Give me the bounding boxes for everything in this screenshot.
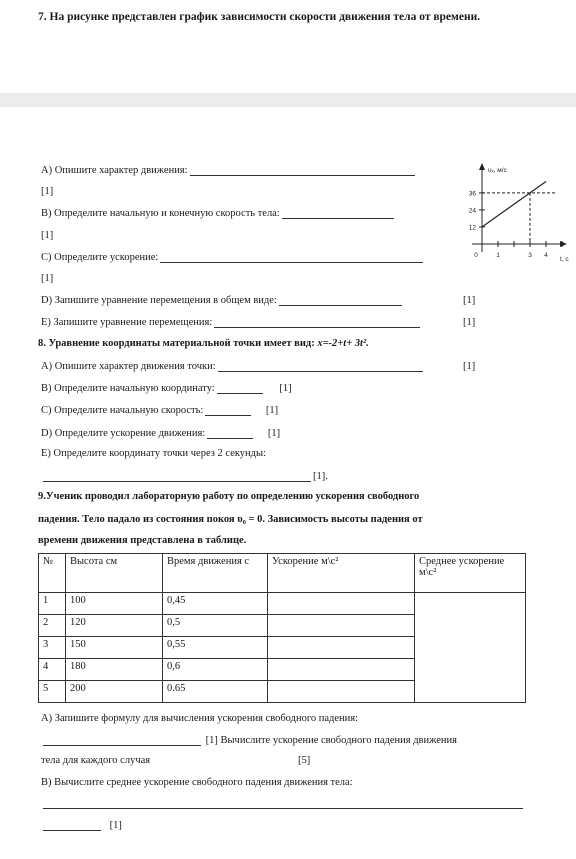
answer-line[interactable]	[218, 362, 423, 372]
cell-height: 200	[66, 681, 163, 703]
q9-item-a-continued: [1] Вычислите ускорение свободного падения движения	[41, 735, 457, 746]
answer-line[interactable]	[205, 406, 251, 416]
q7-score-c: [1]	[41, 273, 54, 284]
x-axis-label: t, c	[560, 256, 569, 263]
header-height: Высота см	[66, 554, 163, 593]
question-9-line-1: 9.Ученик проводил лабораторную работу по определению ускорения свободного	[38, 491, 420, 502]
header-average-acceleration: Среднее ускорение м\с²	[415, 554, 526, 593]
q7-item-d: D) Запишите уравнение перемещения в общем виде:	[41, 295, 404, 306]
q7-score-e: [1]	[463, 317, 476, 328]
answer-line[interactable]	[279, 296, 402, 306]
answer-line[interactable]	[282, 209, 394, 219]
cell-height: 150	[66, 637, 163, 659]
y-axis-label: υₓ, м/с	[488, 167, 507, 174]
q8-item-d: D) Определите ускорение движения: [1]	[41, 428, 281, 439]
cell-time: 0,5	[163, 615, 268, 637]
cell-number: 4	[39, 659, 66, 681]
answer-line[interactable]	[43, 808, 523, 809]
velocity-line	[482, 182, 546, 227]
header-time: Время движения с	[163, 554, 268, 593]
cell-acceleration[interactable]	[268, 681, 415, 703]
table-header-row	[39, 554, 526, 593]
q9-item-a: A) Запишите формулу для вычисления ускорения свободного падения:	[41, 713, 359, 724]
chart-ticks	[469, 190, 562, 259]
x-tick-label: 4	[544, 252, 548, 259]
section-divider	[0, 93, 576, 107]
y-tick-label: 24	[468, 207, 476, 215]
question-8-title: 8. Уравнение координаты материальной точки имеет вид: x=-2+t+ 3t².	[38, 338, 369, 349]
answer-line[interactable]	[43, 821, 101, 831]
y-axis-arrow-icon	[479, 163, 485, 170]
x-tick-label: 0	[474, 252, 478, 259]
cell-number: 2	[39, 615, 66, 637]
answer-line[interactable]	[207, 429, 253, 439]
q9-answer-b: [1]	[41, 820, 122, 831]
question-9-line-3: времени движения представлена в таблице.	[38, 535, 247, 546]
q8-answer-e: [1].	[41, 471, 328, 482]
cell-acceleration[interactable]	[268, 659, 415, 681]
cell-time: 0,55	[163, 637, 268, 659]
answer-line[interactable]	[43, 472, 311, 482]
cell-number: 3	[39, 637, 66, 659]
q7-item-a: A) Опишите характер движения:	[41, 165, 417, 176]
q7-score-b: [1]	[41, 230, 54, 241]
cell-number: 1	[39, 593, 66, 615]
cell-acceleration[interactable]	[268, 615, 415, 637]
table-row	[39, 593, 526, 615]
cell-average-acceleration[interactable]	[415, 593, 526, 703]
cell-height: 120	[66, 615, 163, 637]
y-tick-label: 36	[468, 190, 476, 198]
cell-time: 0.65	[163, 681, 268, 703]
x-axis-arrow-icon	[560, 241, 567, 247]
q9-item-b: B) Вычислите среднее ускорение свободного падения движения тела:	[41, 777, 353, 788]
q7-item-e: E) Запишите уравнение перемещения:	[41, 317, 422, 328]
velocity-time-graph	[452, 160, 570, 268]
chart-series	[482, 182, 546, 227]
cell-height: 100	[66, 593, 163, 615]
q7-item-b: B) Определите начальную и конечную скорость тела:	[41, 208, 396, 219]
q7-score-d: [1]	[463, 295, 476, 306]
x-tick-label: 1	[496, 252, 500, 259]
cell-height: 180	[66, 659, 163, 681]
answer-line[interactable]	[214, 318, 420, 328]
answer-line[interactable]	[190, 166, 415, 176]
cell-acceleration[interactable]	[268, 637, 415, 659]
answer-line[interactable]	[217, 384, 263, 394]
header-number: №	[39, 554, 66, 593]
answer-line[interactable]	[43, 736, 201, 746]
q8-item-a: A) Опишите характер движения точки:	[41, 361, 425, 372]
header-acceleration: Ускорение м\с²	[268, 554, 415, 593]
answer-line[interactable]	[160, 253, 423, 263]
q8-item-e: E) Определите координату точки через 2 секунды:	[41, 448, 266, 459]
q7-score-a: [1]	[41, 186, 54, 197]
cell-time: 0,6	[163, 659, 268, 681]
q8-score-a: [1]	[463, 361, 476, 372]
cell-acceleration[interactable]	[268, 593, 415, 615]
y-tick-label: 12	[468, 224, 476, 232]
question-9-line-2: падения. Тело падало из состояния покоя υ₀ = 0. Зависимость высоты падения от	[38, 514, 423, 525]
q9-item-a-cases: тела для каждого случая	[41, 755, 151, 766]
cell-time: 0,45	[163, 593, 268, 615]
question-7-title: 7. На рисунке представлен график зависимости скорости движения тела от времени.	[38, 11, 481, 23]
x-tick-label: 3	[528, 252, 532, 259]
q9-score-a: [5]	[298, 755, 311, 766]
measurement-table	[38, 553, 526, 703]
q8-item-c: C) Определите начальную скорость: [1]	[41, 405, 279, 416]
q7-item-c: C) Определите ускорение:	[41, 252, 425, 263]
q8-item-b: B) Определите начальную координату: [1]	[41, 383, 292, 394]
cell-number: 5	[39, 681, 66, 703]
